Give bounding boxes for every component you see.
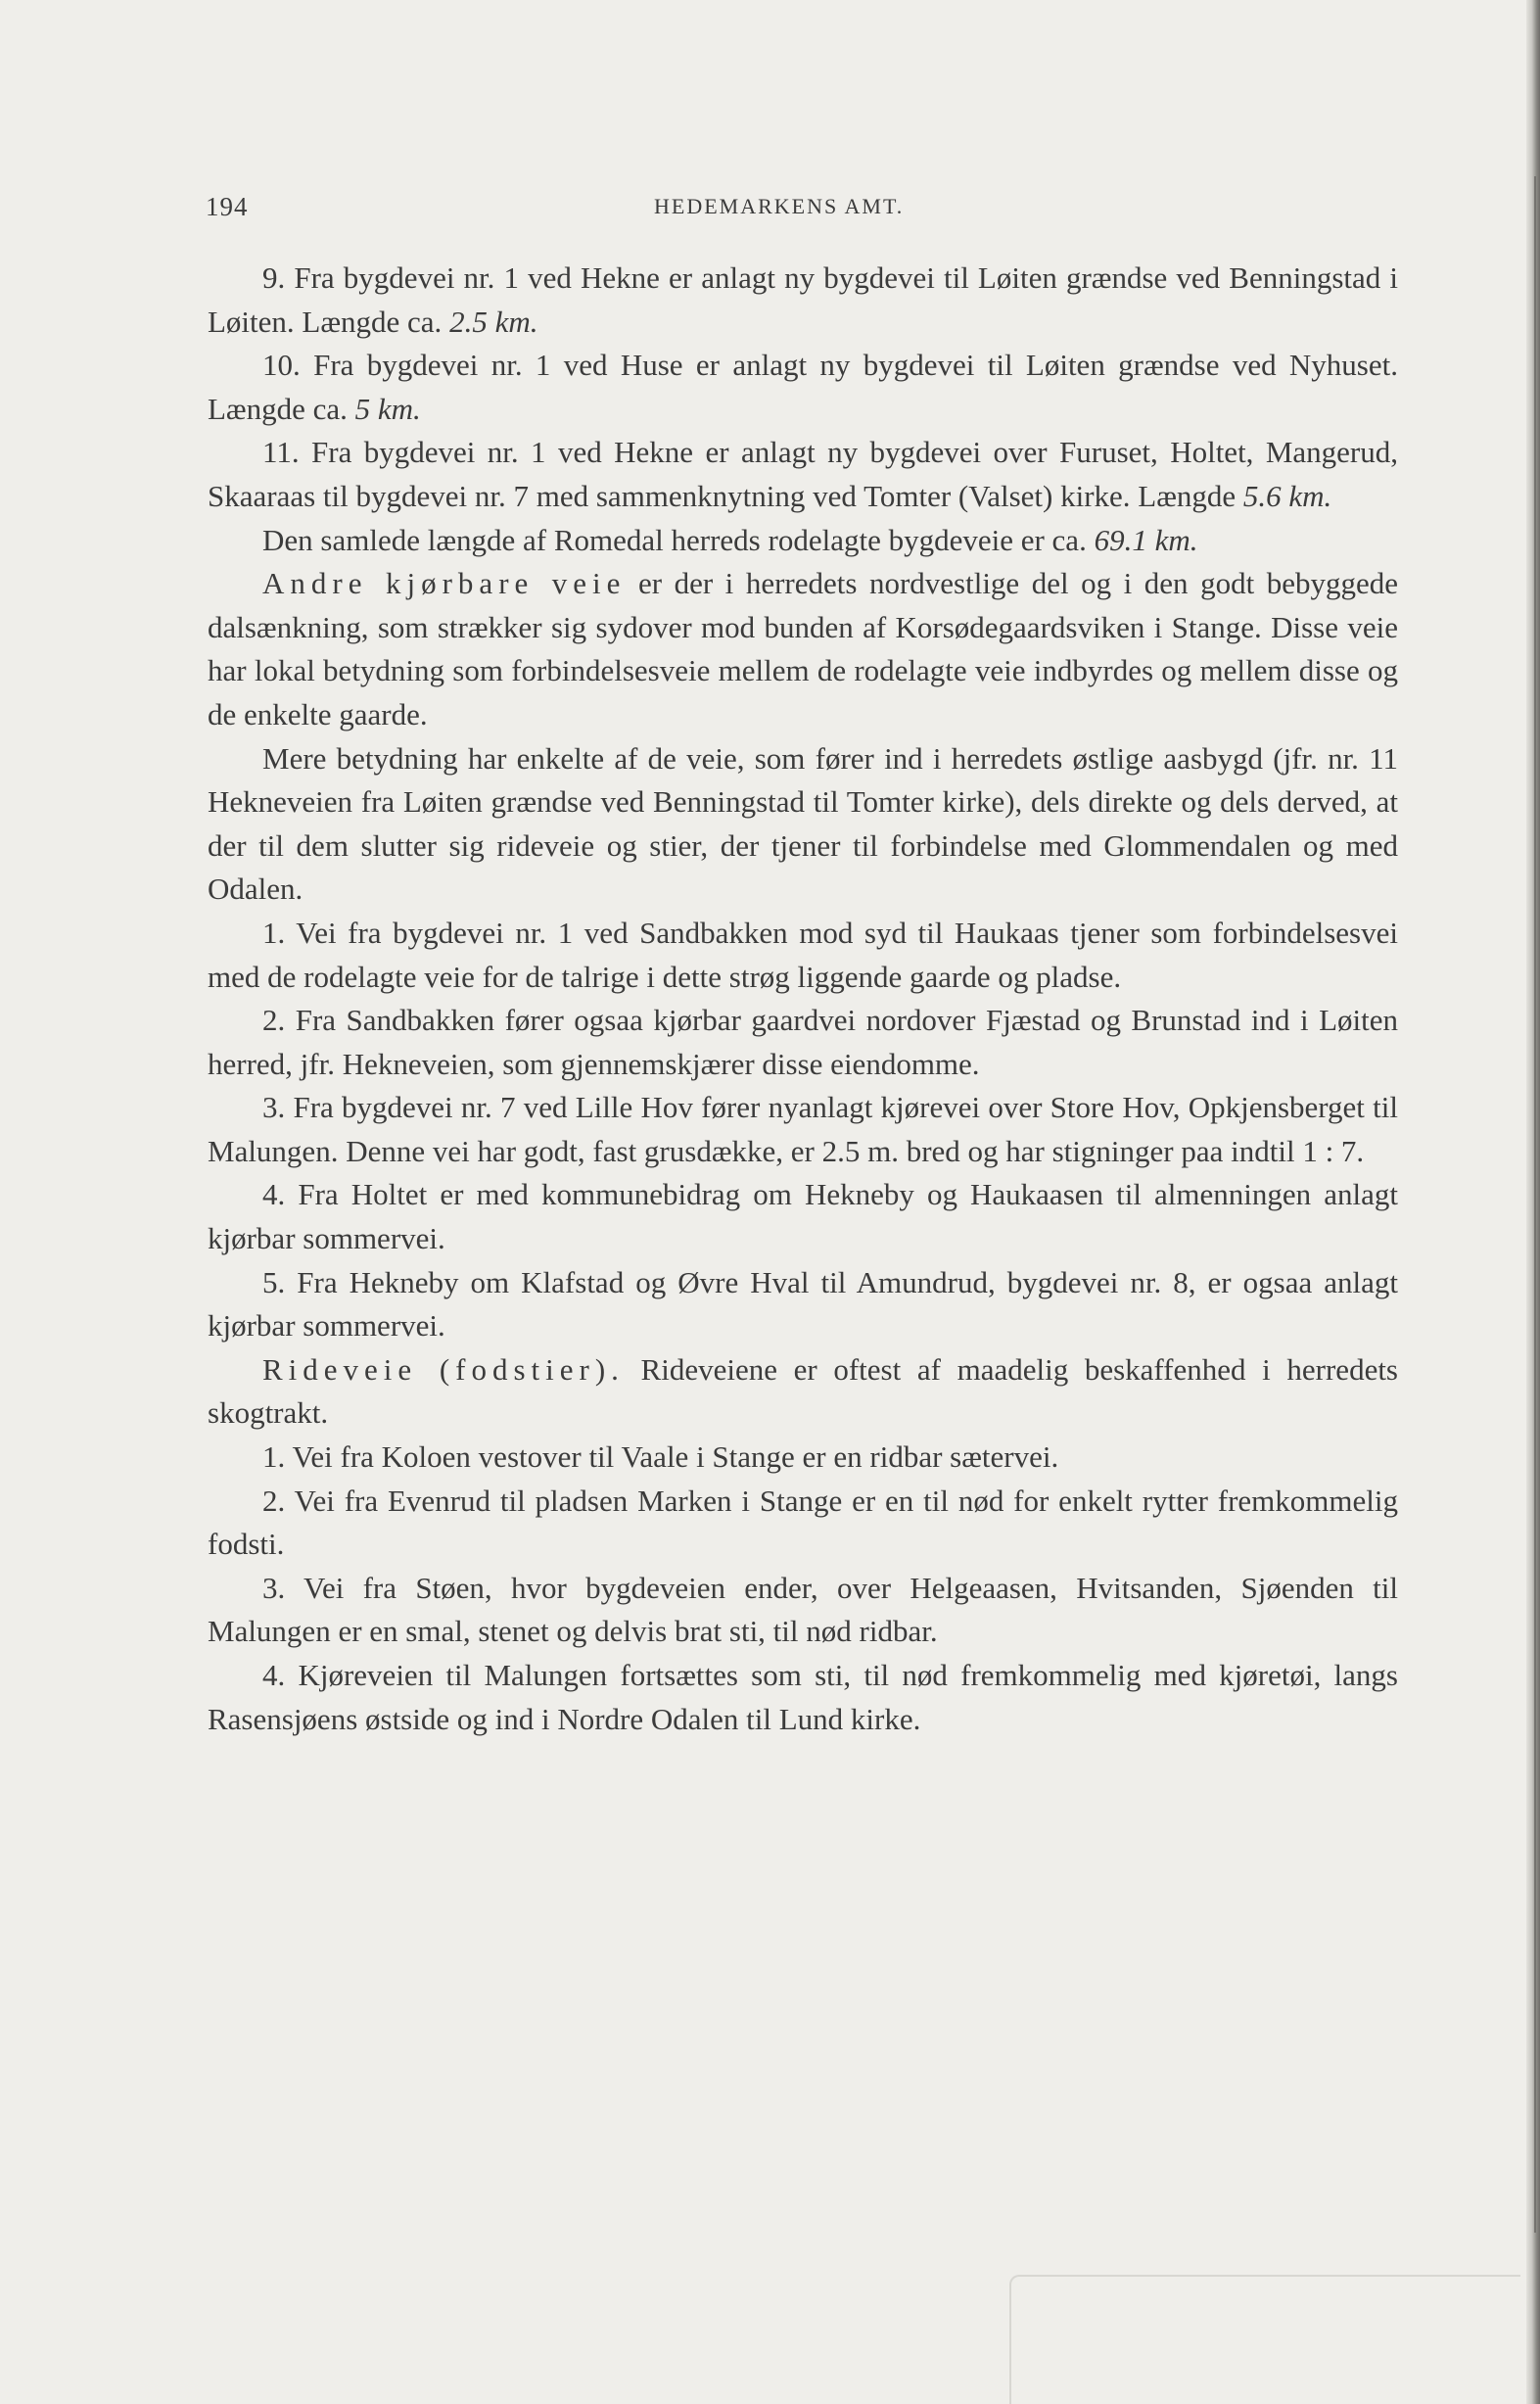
list-item: 2. Fra Sandbakken fører ogsaa kjørbar gaardvei nordover Fjæstad og Brunstad ind i Løiten herred, jfr. Hekneveien, som gjennemskjærer disse eiendomme.: [208, 1003, 1398, 1081]
length-value: 5 km.: [354, 391, 421, 426]
section-heading: Andre kjørbare veie: [262, 566, 627, 601]
page-number: 194: [206, 192, 249, 221]
list-item: 1. Vei fra bygdevei nr. 1 ved Sandbakken mod syd til Haukaas tjener som forbindelsesvei med de rodelagte veie for de talrige i dette strøg liggende gaarde og pladse.: [208, 915, 1398, 994]
paragraph-11: 11. Fra bygdevei nr. 1 ved Hekne er anlagt ny bygdevei over Furuset, Holtet, Mangerud, Skaaraas til bygdevei nr. 7 med sammenknytning ved Tomter (Valset) kirke. Længde 5.6 km.: [208, 435, 1398, 513]
paragraph-9: 9. Fra bygdevei nr. 1 ved Hekne er anlagt ny bygdevei til Løiten grændse ved Benningstad i Løiten. Længde ca. 2.5 km.: [208, 260, 1398, 339]
paragraph-bridle-paths: Rideveie (fodstier). Rideveiene er oftest af maadelig beskaffenhed i herredets skogtrakt.: [208, 1351, 1398, 1431]
list-item: 4. Fra Holtet er med kommunebidrag om Hekneby og Haukaasen til almenningen anlagt kjørbar sommervei.: [208, 1177, 1398, 1256]
section-heading: Rideveie (fodstier).: [262, 1351, 625, 1387]
list-item: 1. Vei fra Koloen vestover til Vaale i Stange er en ridbar sætervei.: [262, 1439, 1059, 1475]
list-item: 3. Fra bygdevei nr. 7 ved Lille Hov fører nyanlagt kjørevei over Store Hov, Opkjensberget til Malungen. Denne vei har godt, fast grusdække, er 2.5 m. bred og har stigninger paa indtil 1 : 7.: [208, 1090, 1398, 1168]
page-edge-shadow: [1526, 0, 1540, 2404]
paragraph-10: 10. Fra bygdevei nr. 1 ved Huse er anlagt ny bygdevei til Løiten grændse ved Nyhuset. Længde ca. 5 km.: [208, 348, 1398, 426]
body-text: [208, 257, 1398, 1741]
list-item: 5. Fra Hekneby om Klafstad og Øvre Hval til Amundrud, bygdevei nr. 8, er ogsaa anlagt kjørbar sommervei.: [208, 1264, 1398, 1343]
paragraph-total-length: Den samlede længde af Romedal herreds rodelagte bygdeveie er ca. 69.1 km.: [262, 522, 1198, 557]
length-value: 5.6 km.: [1242, 478, 1332, 513]
list-item: 4. Kjøreveien til Malungen fortsættes som sti, til nød fremkommelig med kjøretøi, langs Rasensjøens østside og ind i Nordre Odalen til Lund kirke.: [208, 1658, 1398, 1736]
page-header: [206, 192, 1400, 231]
scan-corner-mark: [1009, 2275, 1520, 2404]
list-item: 3. Vei fra Støen, hvor bygdeveien ender, over Helgeaasen, Hvitsanden, Sjøenden til Malungen er en smal, stenet og delvis brat sti, til nød ridbar.: [208, 1570, 1398, 1649]
list-item: 2. Vei fra Evenrud til pladsen Marken i Stange er en til nød for enkelt rytter fremkommelig fodsti.: [208, 1483, 1398, 1562]
running-title: HEDEMARKENS AMT.: [654, 194, 905, 218]
length-value: 2.5 km.: [449, 304, 538, 339]
binding-line: [1534, 176, 1536, 2233]
length-value: 69.1 km.: [1094, 522, 1198, 557]
paragraph-other-roads: Andre kjørbare veie er der i herredets nordvestlige del og i den godt bebyggede dalsænkning, som strækker sig sydover mod bunden af Korsødegaardsviken i Stange. Disse veie har lokal betydning som forbindelsesveie mellem de rodelagte veie indbyrdes og mellem disse og de enkelte gaarde.: [208, 566, 1398, 731]
paragraph-more-importance: Mere betydning har enkelte af de veie, som fører ind i herredets østlige aasbygd (jfr. nr. 11 Hekneveien fra Løiten grændse ved Benningstad til Tomter kirke), dels direkte og dels derved, at der til dem slutter sig rideveie og stier, der tjener til forbindelse med Glommendalen og med Odalen.: [208, 740, 1398, 907]
